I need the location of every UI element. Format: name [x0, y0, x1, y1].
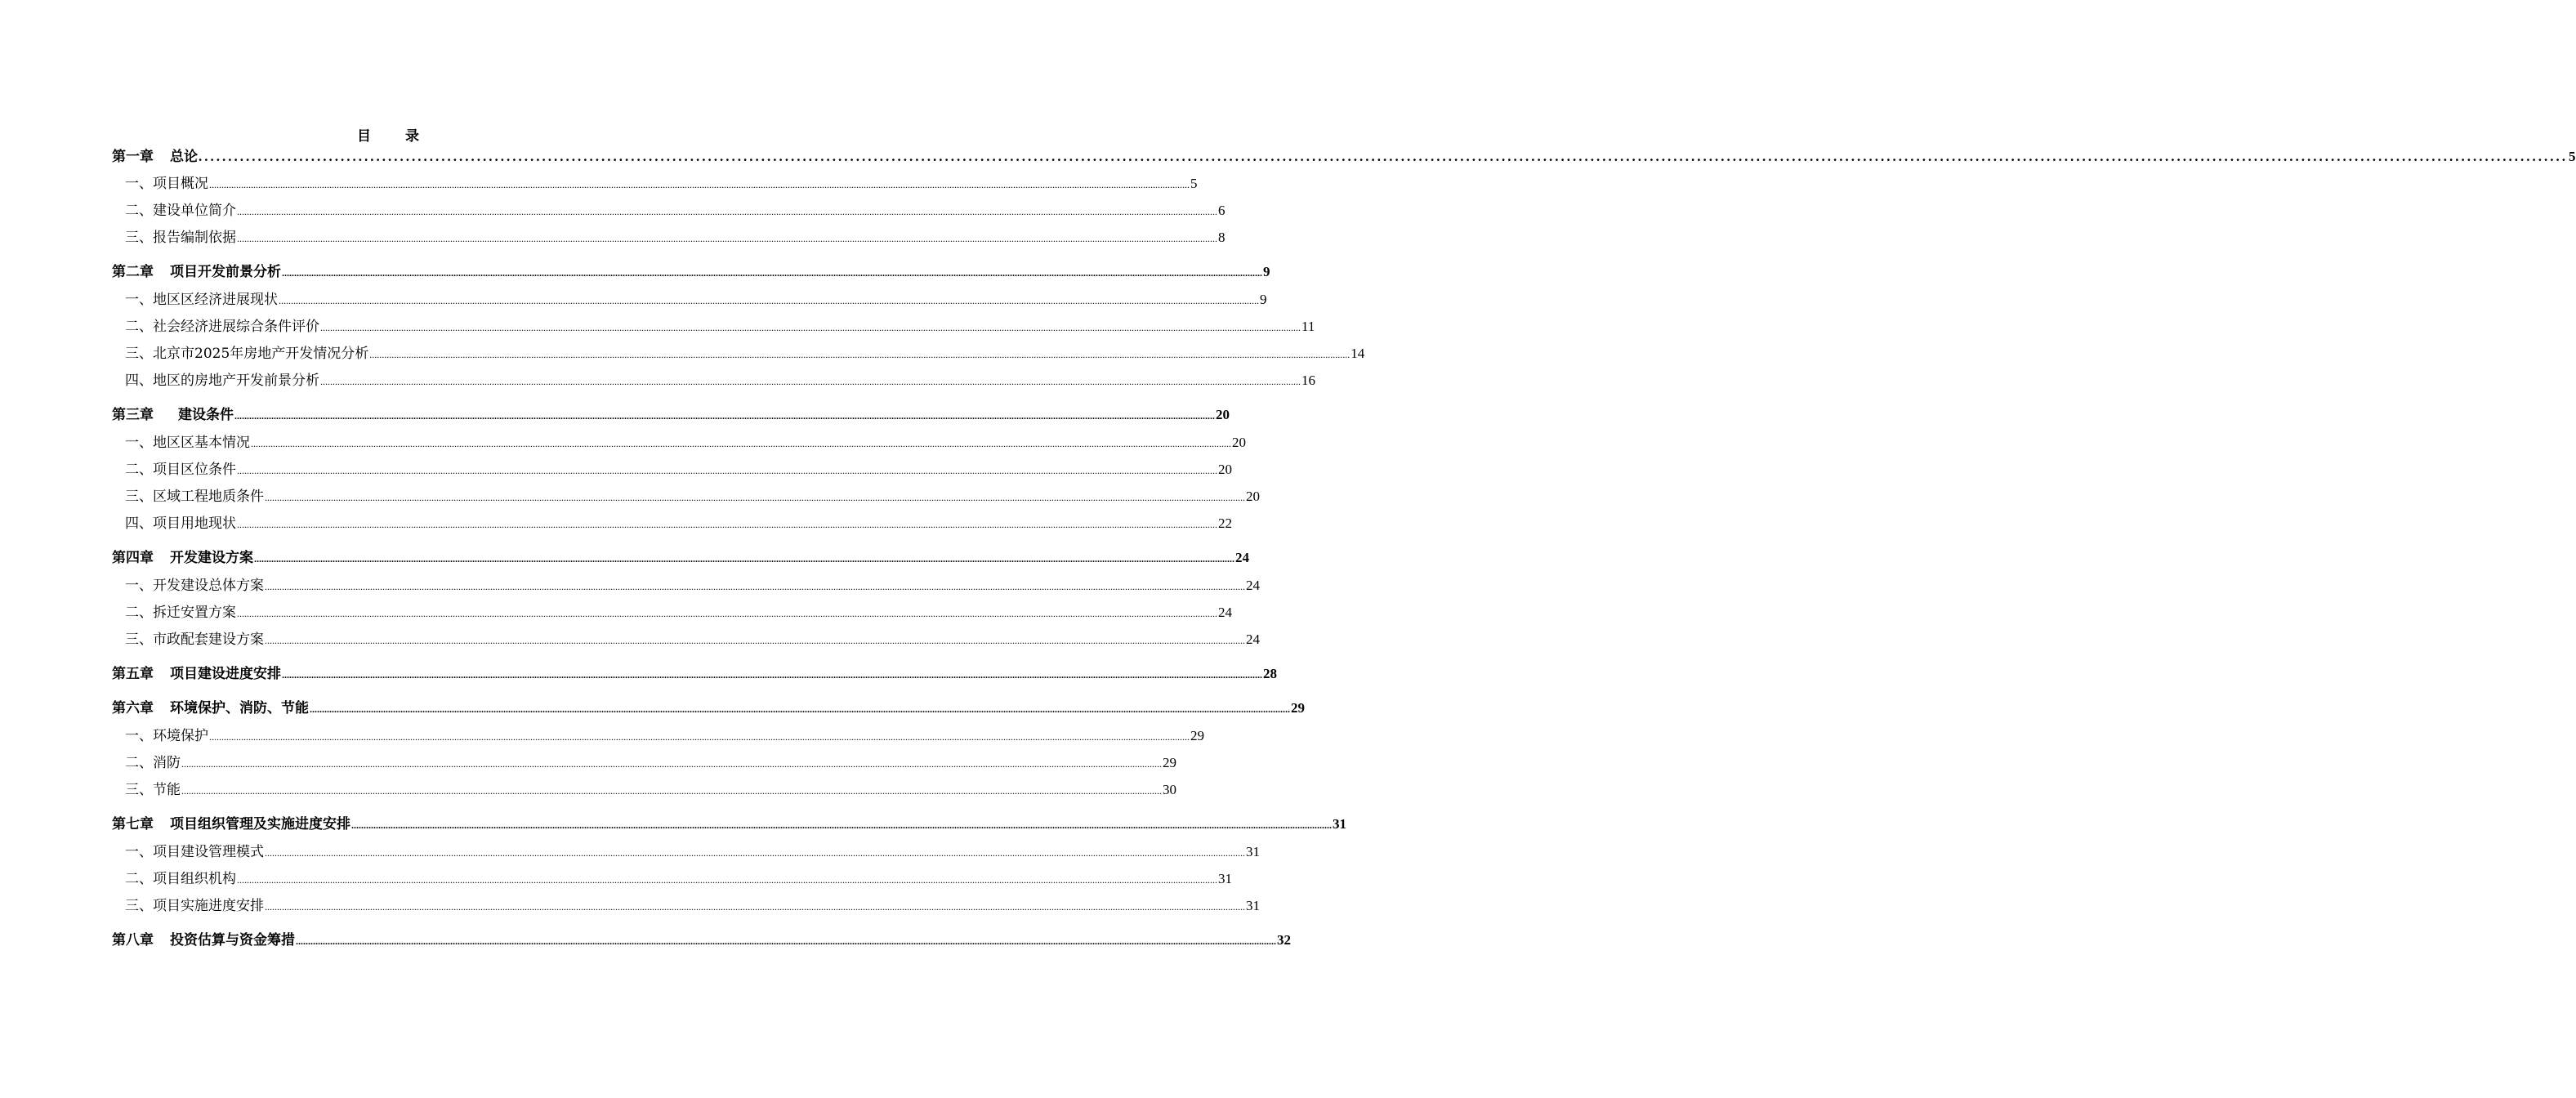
page-number: 31 — [1246, 844, 1260, 859]
section-title: 地区区经济进展现状 — [153, 292, 278, 308]
toc-entry-label — [125, 604, 236, 622]
toc-entry-label — [125, 781, 181, 799]
page-number: 20 — [1232, 435, 1246, 450]
section-title: 拆迁安置方案 — [153, 605, 236, 621]
toc-entry-label — [125, 754, 181, 772]
section-title: 项目概况 — [153, 176, 208, 192]
chapter-number: 第一章 — [112, 149, 154, 165]
toc-chapter-row[interactable] — [112, 406, 1230, 425]
dot-leader: ................................................................................................................................................................................................................................................................................................................................................................................................................ — [234, 410, 1215, 422]
section-title: 消防 — [153, 755, 181, 771]
dot-leader: ................................................................................................................................................................................................................................................................................................................................................................................................................ — [237, 608, 1217, 619]
section-title: 市政配套建设方案 — [153, 632, 264, 648]
dot-leader: ................................................................................................................................................................................................................................................................................................................................................................................................................ — [181, 785, 1162, 797]
toc-entry-label — [125, 631, 264, 649]
dot-leader: ................................................................................................................................................................................................................................................................................................................................................................................................................ — [296, 935, 1276, 947]
page-number: 24 — [1246, 578, 1260, 593]
chapter-number: 第五章 — [112, 666, 154, 682]
section-number: 三、 — [125, 489, 153, 505]
chapter-title: 环境保护、消防、节能 — [170, 700, 309, 716]
dot-leader: ................................................................................................................................................................................................................................................................................................................................................................................................................ — [320, 322, 1301, 333]
dot-leader: ................................................................................................................................................................................................................................................................................................................................................................................................................ — [237, 874, 1217, 886]
section-number: 二、 — [125, 203, 153, 219]
page-number: 8 — [1218, 230, 1225, 245]
toc-section-row[interactable] — [112, 515, 1232, 533]
page-number: 29 — [1291, 700, 1305, 716]
section-title: 节能 — [153, 782, 181, 798]
chapter-number: 第四章 — [112, 550, 154, 566]
dot-leader: ................................................................................................................................................................................................................................................................................................................................................................................................................ — [282, 267, 1262, 279]
toc-entry-label — [112, 549, 253, 567]
section-title: 项目区位条件 — [153, 462, 236, 478]
toc-entry-label — [125, 202, 236, 220]
toc-entry-label — [112, 699, 309, 717]
toc-entry-label — [125, 291, 278, 309]
toc-chapter-row[interactable] — [112, 699, 1305, 718]
toc-entry-label — [112, 931, 295, 949]
toc-section-row[interactable] — [112, 202, 1225, 221]
toc-section-row[interactable] — [112, 318, 1315, 337]
toc-section-row[interactable] — [112, 754, 1176, 773]
toc-entry-label — [125, 577, 264, 595]
chapter-number: 第六章 — [112, 700, 154, 716]
toc-entry-label — [125, 434, 250, 452]
chapter-title: 建设条件 — [178, 407, 234, 423]
section-number: 一、 — [125, 728, 153, 744]
toc-entry-label — [125, 229, 236, 247]
toc-section-row[interactable] — [112, 345, 1365, 364]
page-number: 29 — [1190, 728, 1204, 743]
page-number: 24 — [1218, 605, 1232, 620]
dot-leader: ................................................................................................................................................................................................................................................................................................................................................................................................................ — [282, 669, 1262, 681]
section-number: 三、 — [125, 782, 153, 798]
toc-entry-label — [112, 148, 198, 166]
toc-section-row[interactable] — [112, 291, 1267, 310]
page-number: 20 — [1246, 489, 1260, 504]
page-number: 31 — [1333, 816, 1346, 832]
toc-entry-label — [125, 372, 319, 390]
toc-section-row[interactable] — [112, 843, 1260, 862]
chapter-number: 第三章 — [112, 407, 154, 423]
toc-section-row[interactable] — [112, 229, 1225, 248]
dot-leader: ................................................................................................................................................................................................................................................................................................................................................................................................................ — [351, 819, 1332, 831]
page-number: 16 — [1301, 373, 1315, 388]
section-number: 二、 — [125, 319, 153, 335]
page-number: 28 — [1263, 666, 1277, 681]
toc-entry-label — [125, 461, 236, 479]
section-number: 一、 — [125, 435, 153, 451]
dot-leader: ................................................................................................................................................................................................................................................................................................................................................................................................................ — [265, 492, 1245, 503]
section-number: 二、 — [125, 605, 153, 621]
page-number: 31 — [1246, 898, 1260, 913]
toc-section-row[interactable] — [112, 604, 1232, 623]
dot-leader: ................................................................................................................................................................................................................................................................................................................................................................................................................ — [265, 901, 1245, 913]
toc-chapter-row[interactable] — [112, 815, 1346, 834]
toc-section-row[interactable] — [112, 781, 1176, 800]
toc-entry-label — [125, 727, 208, 745]
section-number: 四、 — [125, 516, 153, 532]
dot-leader: ................................................................................................................................................................................................................................................................................................................................................................................................................ — [265, 847, 1245, 859]
dot-leader: ................................................................................................................................................................................................................................................................................................................................................................................................................ — [181, 758, 1162, 770]
section-number: 一、 — [125, 292, 153, 308]
section-title: 社会经济进展综合条件评价 — [153, 319, 319, 335]
dot-leader: ................................................................................................................................................................................................................................................................................................................................................................................................................ — [237, 206, 1217, 217]
page-number: 9 — [1260, 292, 1267, 307]
dot-leader: ................................................................................................................................................................................................................................................................................................................................................................................................................ — [254, 553, 1234, 565]
page-number: 31 — [1218, 871, 1232, 886]
toc-chapter-row[interactable] — [112, 263, 1270, 282]
toc-section-row[interactable] — [112, 461, 1232, 480]
dot-leader: ................................................................................................................................................................................................................................................................................................................................................................................................................ — [369, 349, 1351, 360]
section-title: 项目组织机构 — [153, 871, 236, 887]
toc-chapter-row[interactable] — [112, 665, 1277, 684]
page-number: 11 — [1301, 319, 1315, 334]
page-number: 6 — [1218, 203, 1225, 218]
page-number: 29 — [1163, 755, 1176, 770]
section-title: 开发建设总体方案 — [153, 578, 264, 594]
toc-section-row[interactable] — [112, 372, 1315, 391]
section-title: 项目实施进度安排 — [153, 898, 264, 914]
toc-section-row[interactable] — [112, 897, 1260, 916]
dot-leader: ................................................................................................................................................................................................................................................................................................................................................................................................................ — [199, 149, 2568, 164]
toc-section-row[interactable] — [112, 870, 1232, 889]
section-number: 三、 — [125, 898, 153, 914]
page-number: 22 — [1218, 516, 1232, 531]
dot-leader: ................................................................................................................................................................................................................................................................................................................................................................................................................ — [237, 233, 1217, 244]
section-title: 地区的房地产开发前景分析 — [153, 373, 319, 389]
toc-entry-label — [112, 665, 281, 683]
dot-leader: ................................................................................................................................................................................................................................................................................................................................................................................................................ — [209, 179, 1190, 190]
toc-section-row[interactable] — [112, 577, 1260, 596]
page-number: 30 — [1163, 782, 1176, 797]
table-of-contents — [112, 143, 2576, 959]
toc-chapter-row[interactable] — [112, 931, 1291, 950]
toc-entry-label — [125, 870, 236, 888]
toc-entry-label — [125, 897, 264, 915]
section-number: 三、 — [125, 346, 153, 362]
section-number: 二、 — [125, 755, 153, 771]
page-number: 24 — [1246, 632, 1260, 647]
section-title: 项目建设管理模式 — [153, 844, 264, 860]
page-number: 5 — [1190, 176, 1198, 191]
section-number: 一、 — [125, 176, 153, 192]
chapter-title: 开发建设方案 — [170, 550, 253, 566]
toc-chapter-row[interactable] — [112, 549, 1249, 568]
toc-chapter-row[interactable] — [112, 148, 2576, 166]
section-title: 环境保护 — [153, 728, 208, 744]
toc-section-row[interactable] — [112, 631, 1260, 649]
section-title: 北京市2025年房地产开发情况分析 — [153, 346, 369, 362]
page-number: 24 — [1235, 550, 1249, 565]
chapter-title: 投资估算与资金筹措 — [170, 932, 295, 948]
toc-entry-label — [112, 263, 281, 281]
dot-leader: ................................................................................................................................................................................................................................................................................................................................................................................................................ — [320, 376, 1301, 387]
section-title: 报告编制依据 — [153, 230, 236, 246]
dot-leader: ................................................................................................................................................................................................................................................................................................................................................................................................................ — [310, 703, 1290, 715]
toc-entry-label — [125, 515, 236, 533]
section-title: 建设单位简介 — [153, 203, 236, 219]
chapter-title: 项目组织管理及实施进度安排 — [170, 816, 350, 832]
section-number: 三、 — [125, 230, 153, 246]
chapter-title: 项目开发前景分析 — [170, 264, 281, 280]
chapter-title: 项目建设进度安排 — [170, 666, 281, 682]
section-title: 项目用地现状 — [153, 516, 236, 532]
section-number: 二、 — [125, 462, 153, 478]
section-title: 区域工程地质条件 — [153, 489, 264, 505]
chapter-number: 第八章 — [112, 932, 154, 948]
dot-leader: ................................................................................................................................................................................................................................................................................................................................................................................................................ — [279, 295, 1259, 306]
toc-section-row[interactable] — [112, 434, 1246, 453]
toc-entry-label — [125, 175, 208, 193]
chapter-number: 第二章 — [112, 264, 154, 280]
section-number: 三、 — [125, 632, 153, 648]
chapter-title: 总论 — [170, 149, 198, 165]
page-number: 20 — [1218, 462, 1232, 477]
toc-section-row[interactable] — [112, 727, 1204, 746]
dot-leader: ................................................................................................................................................................................................................................................................................................................................................................................................................ — [265, 581, 1245, 592]
dot-leader: ................................................................................................................................................................................................................................................................................................................................................................................................................ — [265, 635, 1245, 646]
page-number: 9 — [1263, 264, 1270, 279]
page-number: 20 — [1216, 407, 1230, 422]
dot-leader: ................................................................................................................................................................................................................................................................................................................................................................................................................ — [209, 731, 1190, 743]
section-number: 四、 — [125, 373, 153, 389]
toc-entry-label — [112, 406, 234, 424]
toc-entry-label — [112, 815, 350, 833]
page-number: 5 — [2569, 149, 2576, 164]
dot-leader: ................................................................................................................................................................................................................................................................................................................................................................................................................ — [237, 519, 1217, 530]
section-number: 二、 — [125, 871, 153, 887]
chapter-number: 第七章 — [112, 816, 154, 832]
dot-leader: ................................................................................................................................................................................................................................................................................................................................................................................................................ — [251, 438, 1231, 449]
section-number: 一、 — [125, 578, 153, 594]
toc-section-row[interactable] — [112, 175, 1198, 194]
section-title: 地区区基本情况 — [153, 435, 250, 451]
toc-entry-label — [125, 345, 368, 363]
page-number: 32 — [1277, 932, 1291, 948]
toc-title: 目 录 — [357, 128, 434, 145]
toc-entry-label — [125, 843, 264, 861]
section-number: 一、 — [125, 844, 153, 860]
toc-entry-label — [125, 488, 264, 506]
toc-section-row[interactable] — [112, 488, 1260, 507]
toc-entry-label — [125, 318, 319, 336]
dot-leader: ................................................................................................................................................................................................................................................................................................................................................................................................................ — [237, 465, 1217, 476]
page-number: 14 — [1351, 346, 1365, 361]
